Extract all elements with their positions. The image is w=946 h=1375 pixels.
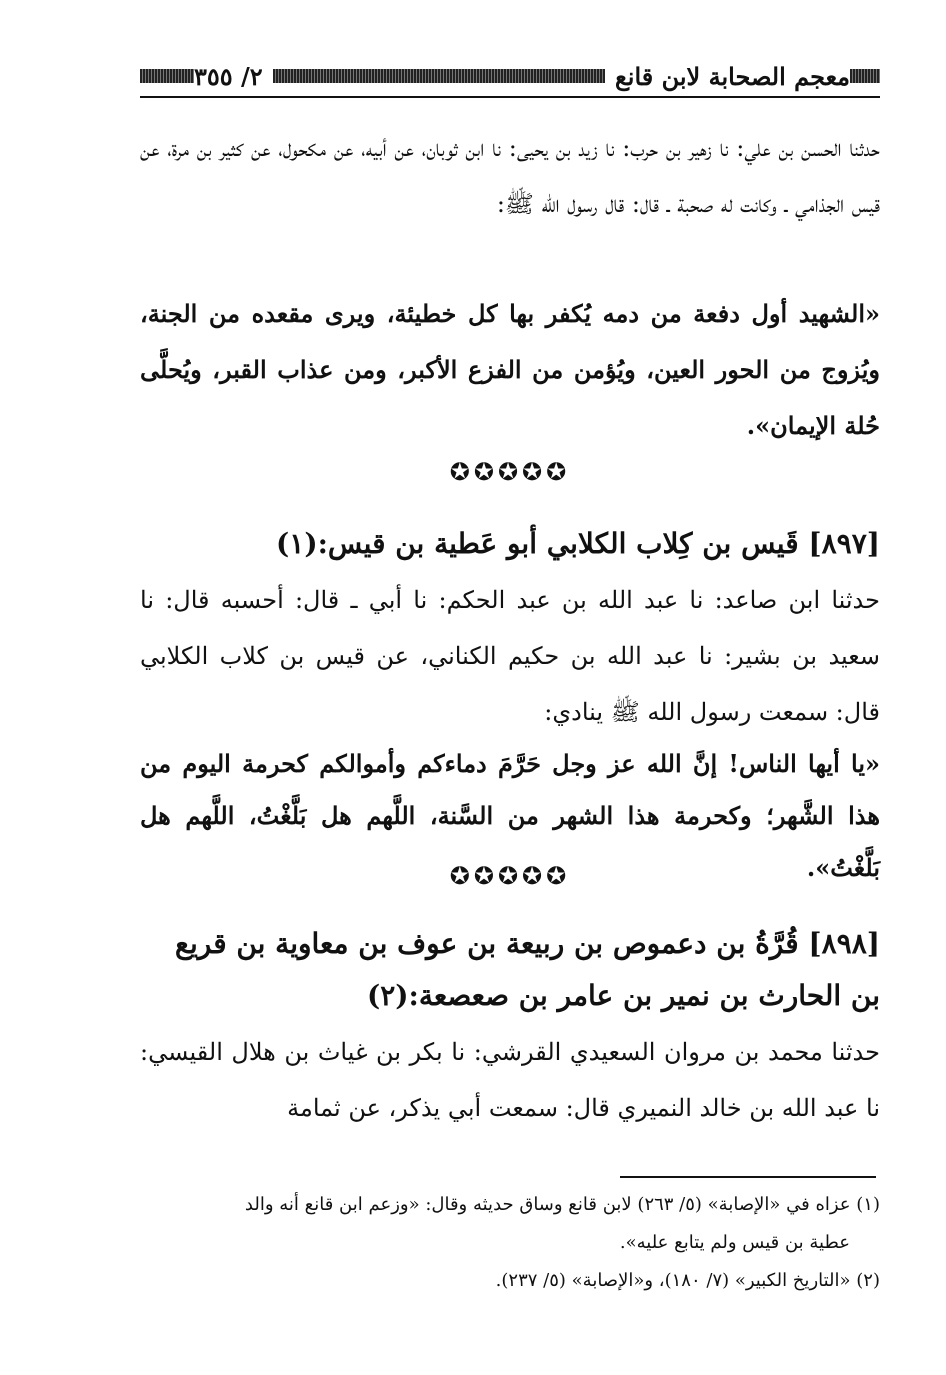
header-title: معجم الصحابة لابن قانع — [615, 61, 850, 91]
header-rule — [140, 96, 880, 98]
hadith-quote-2: «يا أيها الناس! إنَّ الله عز وجل حَرَّمَ دماءكم وأموالكم كحرمة اليوم من هذا الشَّهر؛ وكحرمة هذا الشهر من السَّنة، اللَّهم هل بَلَّغْتُ، اللَّهم هل بَلَّغْتُ». — [140, 749, 881, 882]
running-header — [140, 58, 880, 94]
footnote-1-line-2: عطية بن قيس ولم يتابع عليه». — [619, 1232, 850, 1253]
paragraph-isnad-1: حدثنا الحسن بن علي: نا زهير بن حرب: نا زيد بن يحيى: نا ابن ثوبان، عن أبيه، عن مكحول، عن كثير بن مرة، عن قيس الجذامي ـ وكانت له صحبة ـ قال: قال رسول الله ﷺ: — [140, 134, 881, 218]
footnote-2: (٢) «التاريخ الكبير» (٧/ ١٨٠)، و«الإصابة» (٥/ ٢٣٧). — [495, 1270, 880, 1291]
footnote-1-line-1: (١) عزاه في «الإصابة» (٥/ ٢٦٣) لابن قانع وساق حديثه وقال: «وزعم ابن قانع أنه والد — [244, 1194, 880, 1215]
header-ornament-middle — [273, 69, 605, 83]
paragraph-isnad-2: حدثنا ابن صاعد: نا عبد الله بن عبد الحكم: نا أبي ـ قال: أحسبه قال: نا سعيد بن بشير: نا عبد الله بن حكيم الكناني، عن قيس بن كلاب الكلابي قال: سمعت رسول الله ﷺ ينادي: — [140, 586, 880, 726]
page-number: ٢/ ٣٥٥ — [194, 61, 263, 91]
header-ornament-left — [140, 69, 194, 83]
header-ornament-right — [850, 69, 880, 83]
section-separator-1: ✪✪✪✪✪ — [449, 458, 571, 486]
hadith-quote-1: «الشهيد أول دفعة من دمه يُكفر بها كل خطيئة، ويرى مقعده من الجنة، ويُزوج من الحور العين، ويُؤمن من الفزع الأكبر، ومن عذاب القبر، ويُحلَّى حُلة الإيمان». — [140, 299, 880, 440]
footnote-rule — [620, 1176, 876, 1178]
section-separator-2: ✪✪✪✪✪ — [449, 862, 571, 890]
entry-heading-897: [٨٩٧] قَيس بن كِلاب الكلابي أبو عَطية بن قيس:(١) — [276, 527, 880, 560]
entry-heading-898: [٨٩٨] قُرَّةُ بن دعموص بن ربيعة بن عوف بن معاوية بن قريع بن الحارث بن نمير بن عامر بن صعصعة:(٢) — [175, 927, 880, 1012]
paragraph-isnad-3: حدثنا محمد بن مروان السعيدي القرشي: نا بكر بن غياث بن هلال القيسي: نا عبد الله بن خالد النميري قال: سمعت أبي يذكر، عن ثمامة — [140, 1038, 880, 1122]
footnotes — [140, 1186, 880, 1300]
